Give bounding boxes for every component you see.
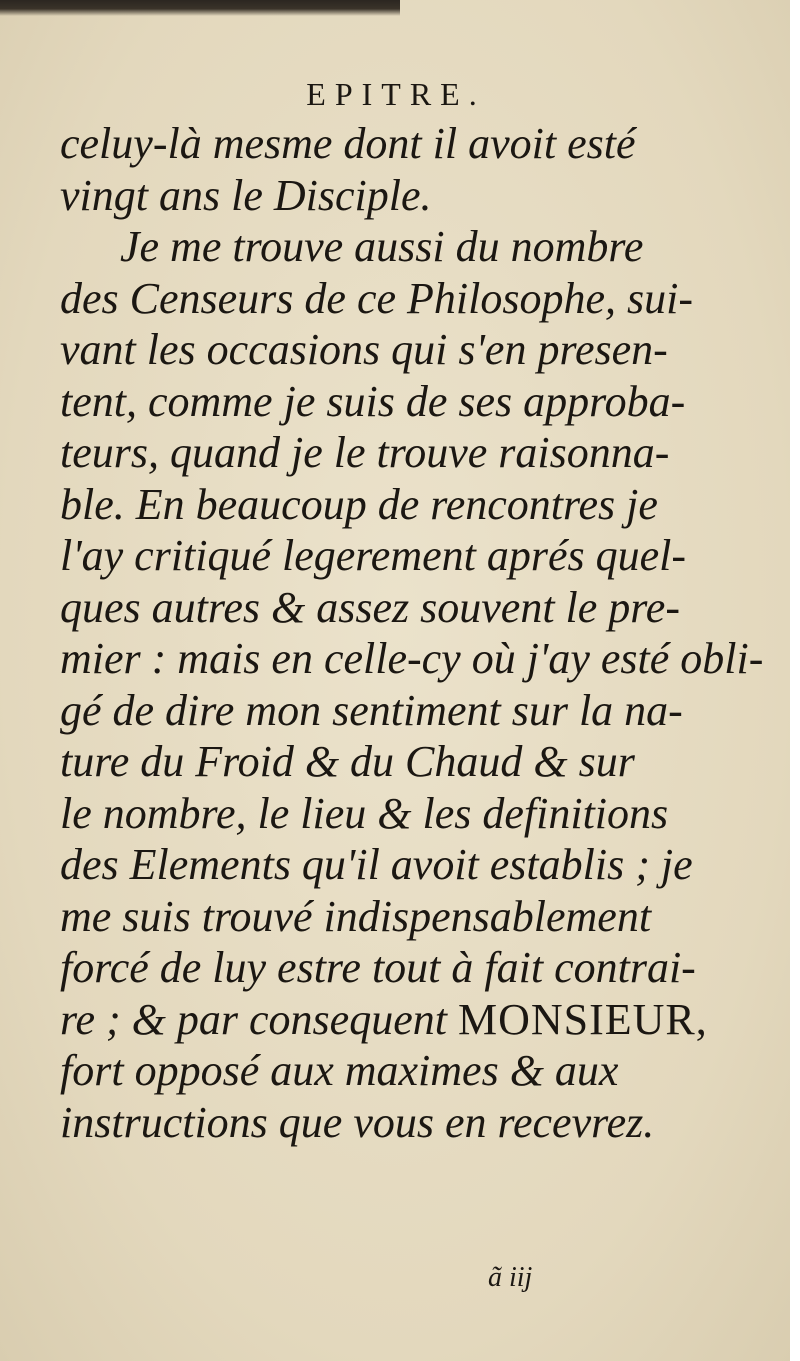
text-line-18 [60, 994, 720, 1046]
text-line-15: des Elements qu'il avoit establis ; je [60, 840, 693, 889]
text-line-8: ble. En beaucoup de rencontres je [60, 479, 658, 529]
text-line-2: vingt ans le Disciple. [60, 170, 432, 220]
text-line-12: gé de dire mon sentiment sur la na- [60, 685, 683, 735]
text-line-9: l'ay critiqué legerement aprés quel- [60, 531, 687, 580]
text-line-5: vant les occasions qui s'en presen- [60, 325, 668, 374]
text-line-14: le nombre, le lieu & les definitions [60, 788, 669, 838]
page-right-margin [790, 0, 800, 1361]
text-line-20: instructions que vous en recevrez. [60, 1097, 655, 1147]
text-line-3: Je me trouve aussi du nombre [120, 222, 644, 271]
text-line-4: des Censeurs de ce Philosophe, sui- [60, 273, 693, 323]
page-top-shadow [0, 0, 400, 16]
running-header: EPITRE. [306, 76, 486, 112]
text-line-17: forcé de luy estre tout à fait contrai- [60, 943, 696, 992]
text-line-7: teurs, quand je le trouve raisonna- [60, 428, 670, 477]
text-line-11: mier : mais en celle-cy où j'ay esté obli- [60, 634, 764, 683]
salutation-monsieur: MONSIEUR, [457, 994, 708, 1044]
text-line-16: me suis trouvé indispensablement [60, 891, 652, 941]
text-line-1: celuy-là mesme dont il avoit esté [60, 119, 636, 168]
text-line-6: tent, comme je suis de ses approba- [60, 376, 686, 426]
body-text [60, 118, 764, 1148]
text-line-10: ques autres & assez souvent le pre- [60, 582, 680, 632]
signature-mark: ã iij [488, 1262, 533, 1293]
text-line-18-start: re ; & par consequent [60, 994, 447, 1044]
text-line-13: ture du Froid & du Chaud & sur [60, 737, 635, 786]
text-line-19: fort opposé aux maximes & aux [60, 1046, 619, 1095]
